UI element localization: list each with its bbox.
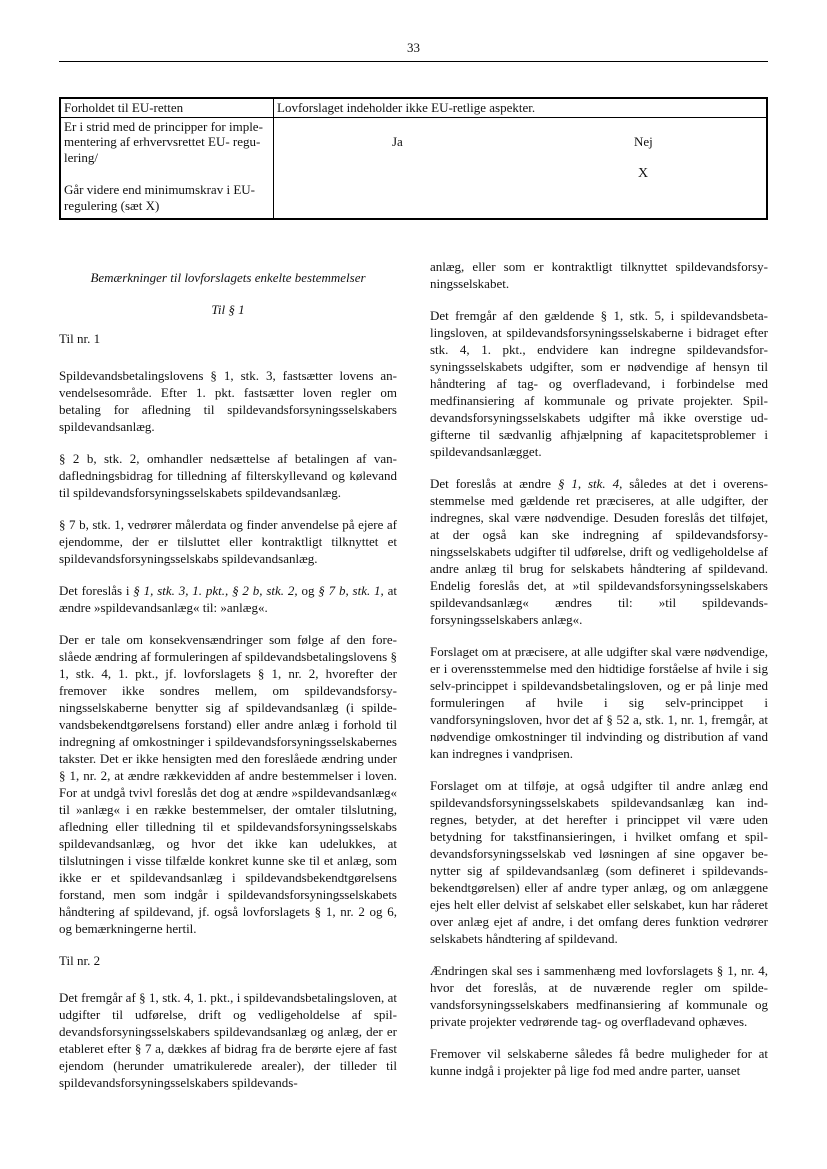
- criteria-conflict: Er i strid med de principper for implementering af erhvervsrettet EU- regulering/: [64, 118, 263, 165]
- ref-text: § 7 b, stk. 1,: [318, 583, 384, 598]
- paragraph: § 2 b, stk. 2, omhandler nedsættelse af betalingen af vandafledningsbidrag for tilledning af filterskyllevand og kølevand til spildevandsforsyningsselskabets spildevandsanlæg.: [59, 451, 397, 500]
- til-nr-1: Til nr. 1: [59, 331, 101, 346]
- eu-law-table: [59, 97, 768, 220]
- eu-relation-value: Lovforslaget indeholder ikke EU-retlige aspekter.: [274, 98, 768, 117]
- paragraph: Det fremgår af den gældende § 1, stk. 5, i spildevandsbetalingsloven, at spildevandsforsyningsselskaberne i bidraget efter stk. 4, 1. pkt., endvidere kan indregne spildevandsforsyningsselskabets udgifter, som er nødvendige af hensyn til håndtering af tag- og overfladevand, i forbindelse med medfinansiering af kommunale og private projekter. Spildevandsforsyningsselskabets udgifter må ikke overstige udgifterne til sædvanlig afhjælpning af kapacitetsproblemer i spildevandsanlægget.: [430, 308, 768, 459]
- paragraph: Det fremgår af § 1, stk. 4, 1. pkt., i spildevandsbetalingsloven, at udgifter til udførelse, drift og vedligeholdelse af spildevandsforsyningsselskabers spildevandsanlæg og anlæg, der er etableret efter § 7 a, dækkes af bidrag fra de berørte ejere af fast ejendom (herunder umatrikulerede arealer), der tilleder til spildevandsforsyningsselskabers spildevands-: [59, 990, 397, 1090]
- paragraph: Forslaget om at præcisere, at alle udgifter skal være nødvendige, er i overensstemmelse med den hidtidige forståelse af hvile i sig selv-princippet i spildevandsbetalingsloven, og er på linje med formuleringen af hvile i sig selv-princippet i vandforsyningsloven, hvor det af § 52 a, stk. 1, nr. 1, fremgår, at nødvendige omkostninger til indvinding og distribution af vand kan indregnes i vandprisen.: [430, 644, 768, 761]
- answer-cell: [274, 117, 768, 219]
- table-row: [60, 117, 767, 219]
- til-paragraph-1: Til § 1: [211, 302, 245, 317]
- paragraph: Forslaget om at tilføje, at også udgifter til andre anlæg end spildevandsforsyningsselskabets spildevandsanlæg kan indregnes, betyder, at det herefter i princippet vil være uden betydning for takstfinansieringen, i hvilket omfang et spildevandsforsyningsselskab ved løsningen af sine opgaver benytter sig af spildevandsanlæg (som defineret i spildevandsbekendtgørelsen) eller af andre typer anlæg, og om anlæggene ejes helt eller delvist af selskabet eller selskabet, kun har råderet over anlæg ejet af andre, i det omfang deres funktion vedrører selskabets håndtering af spildevand.: [430, 778, 768, 946]
- answer-yes-label: Ja: [392, 133, 403, 149]
- paragraph: Spildevandsbetalingslovens § 1, stk. 3, fastsætter lovens anvendelsesområde. Efter 1. pkt. fastsætter loven regler om betaling for afledning til spildevandsforsyningsselskabers spildevandsanlæg.: [59, 368, 397, 434]
- paragraph: Det foreslås i § 1, stk. 3, 1. pkt., § 2 b, stk. 2, og § 7 b, stk. 1, at ændre »spildevandsanlæg« til: »anlæg«.: [59, 583, 398, 615]
- right-column: [430, 258, 768, 1094]
- paragraph: Fremover vil selskaberne således få bedre muligheder for at kunne indgå i projekter på lige fod med andre parter, uanset: [430, 1046, 768, 1078]
- paragraph: Ændringen skal ses i sammenhæng med lovforslagets § 1, nr. 4, hvor det foreslås, at de nuværende regler om spildevandsforsyningsselskabers medfinansiering af kommunale og private projekter vedrørende tag- og overfladevand ophæves.: [430, 963, 768, 1029]
- paragraph: § 7 b, stk. 1, vedrører målerdata og finder anvendelse på ejere af ejendomme, der er tilsluttet eller kontraktligt tilknyttet et spildevandsforsyningsselskabs spildevandsanlæg.: [59, 517, 397, 566]
- answer-mark: X: [638, 165, 649, 181]
- page-number: 33: [407, 40, 420, 55]
- paragraph: anlæg, eller som er kontraktligt tilknyttet spildevandsforsyningsselskabet.: [430, 259, 768, 291]
- ref-text: § 1, stk. 4: [557, 476, 620, 491]
- header-rule: [59, 61, 768, 62]
- criteria-minimum: Går videre end minimumskrav i EU-regulering (sæt X): [64, 182, 255, 213]
- answer-no-label: Nej: [634, 133, 653, 149]
- left-column: [59, 258, 397, 1106]
- ref-text: § 1, stk. 3, 1. pkt., § 2 b, stk. 2,: [133, 583, 298, 598]
- eu-relation-label: Forholdet til EU-retten: [60, 98, 274, 117]
- eu-criteria-cell: [60, 117, 274, 219]
- table-row: [60, 98, 767, 117]
- paragraph: Det foreslås at ændre § 1, stk. 4, således at det i overensstemmelse med gældende ret præciseres, at alle udgifter, der indregnes, skal være nødvendige. Desuden foreslås det tilføjet, at der også kan ske indregning af spildevandsforsyningsselskabets udgifter til udførelse, drift og vedligeholdelse af andre anlæg til brug for selskabets håndtering af spildevand. Endelig foreslås det, at »til spildevandsforsyningsselskabers spildevandsanlæg« ændres til: »til spildevandsforsyningsselskabers anlæg«.: [430, 476, 768, 627]
- section-heading: Bemærkninger til lovforslagets enkelte bestemmelser: [90, 270, 366, 285]
- paragraph: Der er tale om konsekvensændringer som følge af den foreslåede ændring af formuleringen af spildevandsbetalingslovens § 1, stk. 4, 1. pkt., jf. lovforslagets § 1, nr. 2, hvorefter der fremover ikke sondres mellem, om spildevandsforsyningsselskaberne benytter sig af spildevandsanlæg (i spildevandsbekendtgørelsens forstand) eller andre anlæg i forhold til indregning af omkostninger i spildevandsforsyningsselskabernes takster. Det er ikke hensigten med den foreslåede ændring under § 1, nr. 2, at ændre rækkevidden af andre bestemmelser i loven. For at undgå tvivl foreslås det dog at ændre »spildevandsanlæg« til »anlæg« i en række bestemmelser, der omtaler tilslutning, afledning eller tilledning til et spildevandsforsyningsselskabs spildevandsanlæg, og hvor det ikke kan udelukkes, at tilslutningen i visse tilfælde konkret kunne ske til et anlæg, som ikke er et spildevandsanlæg i spildevandsbekendtgørelsens forstand, men som indgår i spildevandsforsyningsselskabets håndtering af spildevand, jf. også lovforslagets § 1, nr. 2 og 6, og bemærkningerne hertil.: [59, 632, 397, 936]
- til-nr-2: Til nr. 2: [59, 953, 101, 968]
